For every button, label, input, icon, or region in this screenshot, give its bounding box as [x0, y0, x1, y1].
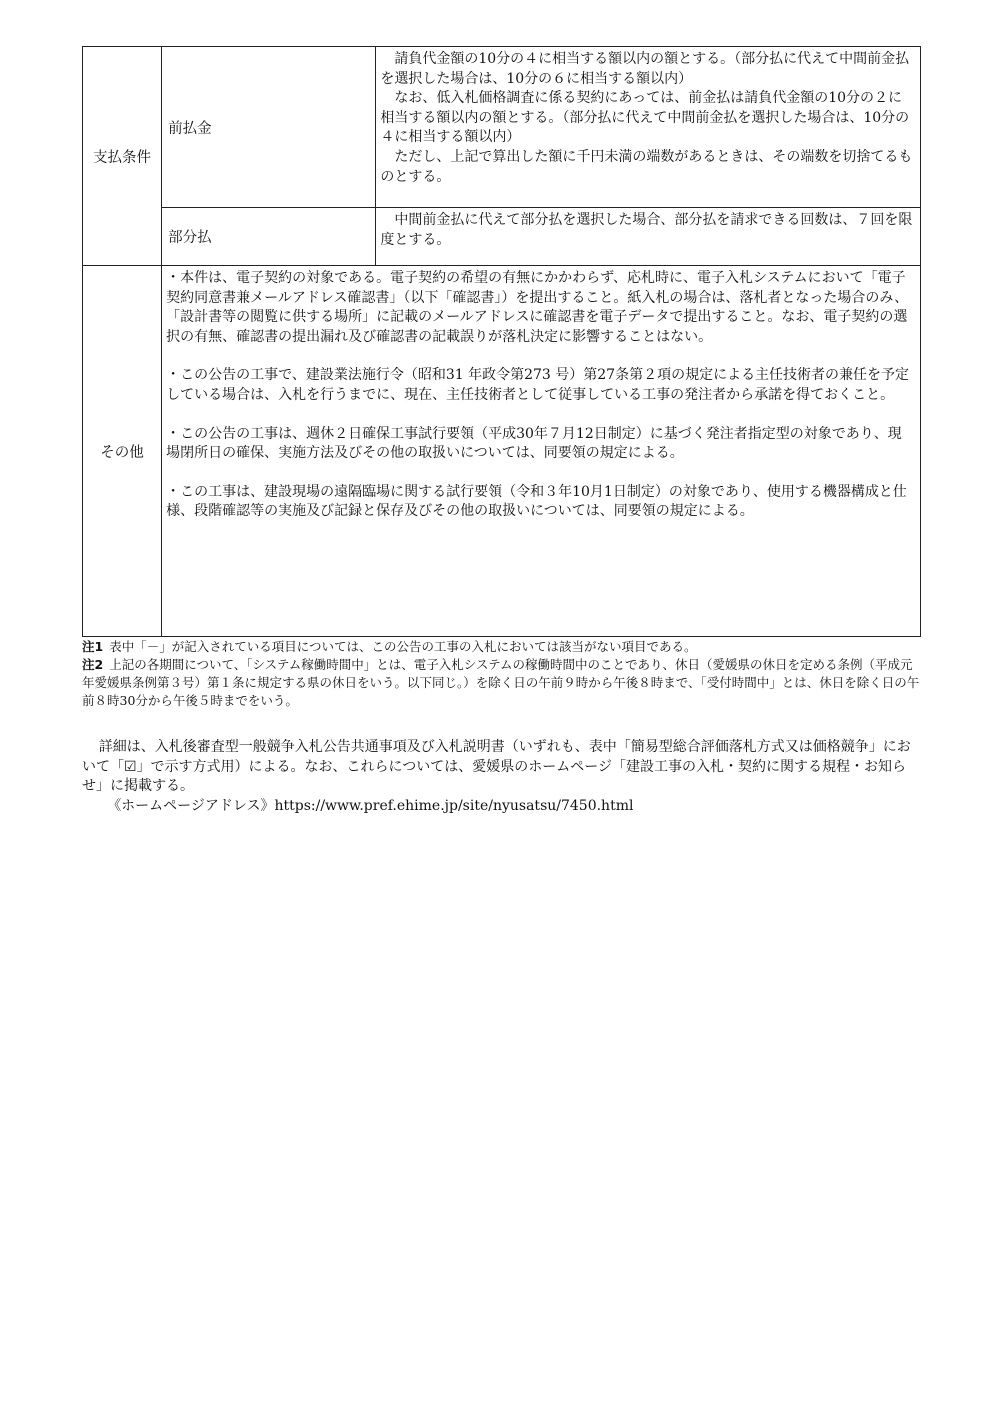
advance-payment-row: [83, 47, 921, 208]
partial-payment-row: [83, 208, 921, 266]
note-text: 上記の各期間について、「システム稼働時間中」とは、電子入札システムの稼働時間中のことであり、休日（愛媛県の休日を定める条例（平成元年愛媛県条例第３号）第１条に規定する県の休日をいう。以下同じ。）を除く日の午前９時から午後８時まで、「受付時間中」とは、休日を除く日の午前８時30分から午後５時までをいう。: [82, 657, 920, 708]
other-paragraph: ・この公告の工事で、建設業法施行令（昭和31 年政令第273 号）第27条第２項の規定による主任技術者の兼任を予定している場合は、入札を行うまでに、現在、主任技術者として従事している工事の発注者から承諾を得ておくこと。: [166, 367, 910, 403]
other-paragraph: ・この公告の工事は、週休２日確保工事試行要領（平成30年７月12日制定）に基づく発注者指定型の対象であり、現場閉所日の確保、実施方法及びその他の取扱いについては、同要領の規定による。: [166, 425, 902, 462]
detail-section: [82, 738, 921, 816]
note-item: [82, 656, 921, 710]
detail-text-after: 」で示す方式用）による。なお、これらについては、愛媛県のホームページ「建設工事の入札・契約に関する規程・お知らせ」に掲載する。: [82, 758, 906, 794]
detail-text-before: 詳細は、入札後審査型一般競争入札公告共通事項及び入札説明書（いずれも、表中「簡易型総合評価落札方式又は価格競争」において「: [82, 739, 911, 775]
note-text: 表中「－」が記入されている項目については、この公告の工事の入札においては該当がない項目である。: [109, 639, 697, 654]
note-item: [82, 638, 921, 656]
partial-paragraph: 中間前金払に代えて部分払を選択した場合、部分払を請求できる回数は、７回を限度とする。: [380, 212, 913, 248]
advance-paragraph: 請負代金額の10分の４に相当する額以内の額とする。（部分払に代えて中間前金払を選択した場合は、10分の６に相当する額以内）: [380, 51, 910, 87]
payment-conditions-label: 支払条件: [83, 47, 162, 266]
other-row: [83, 266, 921, 637]
other-paragraph: ・本件は、電子契約の対象である。電子契約の希望の有無にかかわらず、応札時に、電子入札システムにおいて「電子契約同意書兼メールアドレス確認書」（以下「確認書」）を提出すること。紙入札の場合は、落札者となった場合のみ、「設計書等の閲覧に供する場所」に記載のメールアドレスに確認書を電子データで提出すること。なお、電子契約の選択の有無、確認書の提出漏れ及び確認書の記載誤りが落札決定に影響することはない。: [166, 270, 909, 345]
note-label: 注2: [82, 657, 104, 672]
partial-payment-text: [376, 208, 921, 266]
conditions-table: [82, 46, 921, 637]
advance-payment-label: 前払金: [162, 47, 376, 208]
note-label: 注1: [82, 639, 104, 654]
homepage-url: 《ホームページアドレス》https://www.pref.ehime.jp/site/nyusatsu/7450.html: [107, 797, 634, 814]
advance-paragraph: なお、低入札価格調査に係る契約にあっては、前金払は請負代金額の10分の２に相当する額以内の額とする。（部分払に代えて中間前金払を選択した場合は、10分の４に相当する額以内）: [380, 90, 910, 146]
partial-payment-label: 部分払: [162, 208, 376, 266]
detail-paragraph: [82, 738, 921, 797]
advance-payment-text: [376, 47, 921, 208]
checkbox-checked-icon: ☑: [124, 758, 137, 775]
advance-paragraph: ただし、上記で算出した額に千円未満の端数があるときは、その端数を切捨てるものとする。: [380, 148, 913, 185]
other-paragraph: ・この工事は、建設現場の遠隔臨場に関する試行要領（令和３年10月1日制定）の対象であり、使用する機器構成と仕様、段階確認等の実施及び記録と保存及びその他の取扱いについては、同要領の規定による。: [166, 483, 907, 520]
other-label: その他: [83, 266, 162, 637]
other-text: [162, 266, 921, 637]
notes-section: [82, 638, 921, 710]
